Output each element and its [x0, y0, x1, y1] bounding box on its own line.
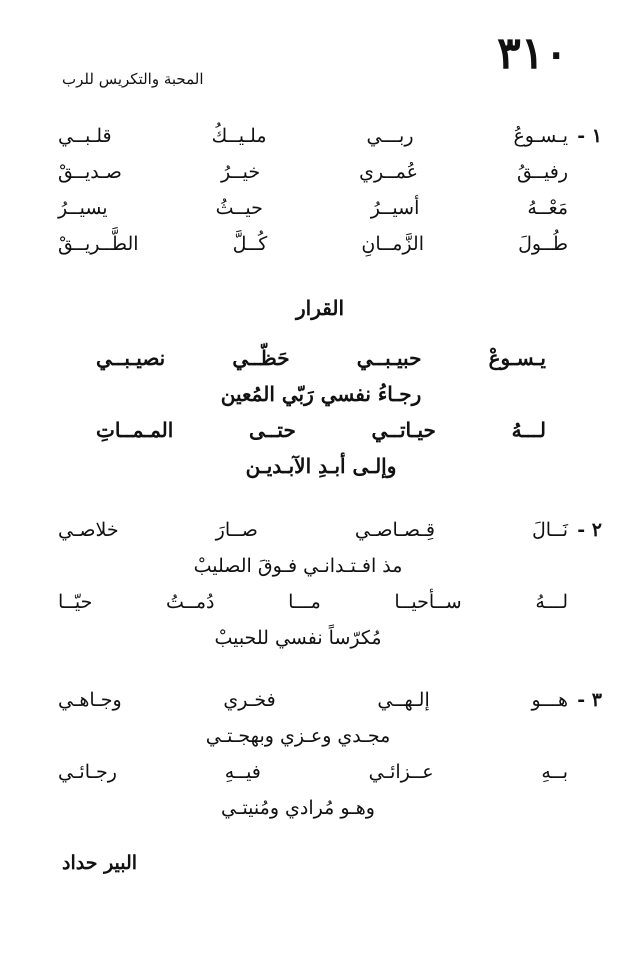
- verse-line: لـــهُ ســأحيــا مـــا دُمــتُ حيّــا: [58, 591, 568, 613]
- verse-line: طُــولَ الزَّمــانِ كُــلَّ الطَّــريــقْ: [58, 233, 568, 255]
- verse-line: وهـو مُرادي ومُنيتـي: [221, 797, 375, 819]
- verse-line: بــهِ عــزائـي فيــهِ رجـائـي: [58, 761, 568, 783]
- verse-line: مَعْــهُ أسيــرُ حيــثُ يسيــرُ: [58, 197, 568, 219]
- chorus-line: وإلـى أبـدِ الآبـديـن: [245, 454, 397, 478]
- verse-line: مذ افـتـدانـي فـوقَ الصليبْ: [193, 555, 403, 577]
- running-title: المحبة والتكريس للرب: [62, 70, 204, 88]
- chorus-line: يـسـوعْ حبيـبــي حَظّــي نصيـبــي: [96, 346, 546, 370]
- verse-line: هـــو إلـهــي فخـري وجـاهـي: [58, 689, 568, 711]
- verse-line: نَــالَ قِـصـاصـي صــارَ خلاصـي: [58, 519, 568, 541]
- page-number: ٣١٠: [497, 28, 568, 79]
- chorus-line: لـــهُ حيـاتــي حتــى المـمــاتِ: [96, 418, 546, 442]
- chorus-title: القرار: [295, 296, 345, 320]
- stanza-number: ٢ -: [577, 519, 602, 541]
- verse-line: مُكرّساً نفسي للحبيبْ: [214, 627, 382, 649]
- stanza-2: [58, 512, 602, 656]
- stanza-number: ١ -: [577, 125, 602, 147]
- verse-line: يـسـوعُ ربـــي ملـيــكُ قلـبــي: [58, 125, 568, 147]
- stanza-3: [58, 682, 602, 826]
- chorus: [96, 340, 546, 484]
- chorus-line: رجـاءُ نفسي رَبّي المُعين: [220, 382, 422, 406]
- stanza-number: ٣ -: [577, 689, 602, 711]
- author-name: البير حداد: [62, 852, 138, 874]
- stanza-1: [58, 118, 602, 262]
- verse-line: رفيــقُ عُمــري خيــرُ صـديــقْ: [58, 161, 568, 183]
- verse-line: مجـدي وعـزي وبهجـتـي: [205, 725, 391, 747]
